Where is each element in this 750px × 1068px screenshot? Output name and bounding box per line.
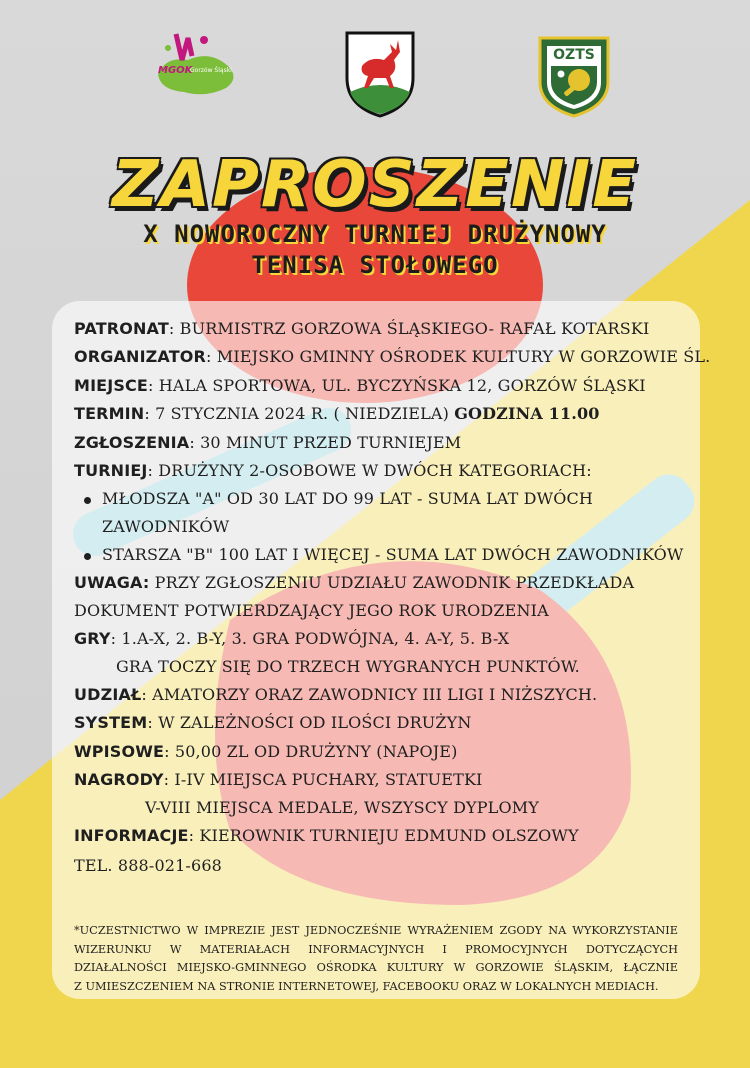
miejsce-value: : HALA SPORTOWA, UL. BYCZYŃSKA 12, GORZÓW ŚLĄSKI xyxy=(148,376,646,395)
mgok-logo xyxy=(148,26,248,98)
termin-value: : 7 STYCZNIA 2024 R. ( NIEDZIELA) xyxy=(144,404,455,423)
disclaimer-line-4: Z UMIESZCZENIEM NA STRONIE INTERNETOWEJ, FACEBOOKU ORAZ W LOKALNYCH MEDIACH. xyxy=(74,979,659,993)
ozts-logo-text: OZTS xyxy=(553,47,595,63)
turniej-label: TURNIEJ xyxy=(74,461,148,480)
turniej-row xyxy=(74,461,592,480)
category-a-line-2: ZAWODNIKÓW xyxy=(102,517,230,536)
mgok-logo-subtext: Gorzów Śląski xyxy=(190,67,232,74)
coat-of-arms-logo xyxy=(344,30,416,118)
patronat-value: : BURMISTRZ GORZOWA ŚLĄSKIEGO- RAFAŁ KOTARSKI xyxy=(168,319,650,338)
uwaga-value: PRZY ZGŁOSZENIU UDZIAŁU ZAWODNIK PRZEDKŁADA xyxy=(149,573,635,592)
coat-of-arms-deer-icon xyxy=(344,30,416,118)
category-b-line-1: STARSZA "B" 100 LAT I WIĘCEJ - SUMA LAT DWÓCH ZAWODNIKÓW xyxy=(102,545,684,564)
organizator-row xyxy=(74,347,710,366)
udzial-label: UDZIAŁ xyxy=(74,685,142,704)
termin-label: TERMIN xyxy=(74,404,145,423)
termin-time: GODZINA 11.00 xyxy=(454,404,600,423)
termin-row xyxy=(74,404,600,423)
informacje-value: : KIEROWNIK TURNIEJU EDMUND OLSZOWY xyxy=(188,826,579,845)
udzial-value: : AMATORZY ORAZ ZAWODNICY III LIGI I NIŻSZYCH. xyxy=(141,685,598,704)
page-title: ZAPROSZENIE xyxy=(112,148,638,222)
disclaimer-line-2: WIZERUNKU W MATERIAŁACH INFORMACYJNYCH I PROMOCYJNYCH DOTYCZĄCYCH xyxy=(74,942,678,956)
wpisowe-label: WPISOWE xyxy=(74,742,165,761)
uwaga-row xyxy=(74,573,634,592)
mgok-logo-text: MGOK xyxy=(158,65,193,76)
zgloszenia-value: : 30 MINUT PRZED TURNIEJEM xyxy=(189,433,462,452)
patronat-row xyxy=(74,319,649,338)
uwaga-label: UWAGA: xyxy=(74,573,150,592)
system-label: SYSTEM xyxy=(74,713,148,732)
ozts-logo xyxy=(537,36,611,118)
informacje-row xyxy=(74,826,579,845)
wpisowe-row xyxy=(74,742,458,761)
subtitle-line-2: TENISA STOŁOWEGO xyxy=(251,251,499,279)
gry-line-2: GRA TOCZY SIĘ DO TRZECH WYGRANYCH PUNKTÓW. xyxy=(116,657,580,676)
miejsce-row xyxy=(74,376,646,395)
bullet-icon xyxy=(84,497,91,504)
wpisowe-value: : 50,00 ZL OD DRUŻYNY (NAPOJE) xyxy=(164,742,458,761)
organizator-label: ORGANIZATOR xyxy=(74,347,207,366)
mgok-logo-icon xyxy=(148,26,248,98)
zgloszenia-row xyxy=(74,433,461,452)
phone-number: TEL. 888-021-668 xyxy=(74,856,222,875)
disclaimer xyxy=(74,922,678,996)
bullet-icon xyxy=(84,553,91,560)
zgloszenia-label: ZGŁOSZENIA xyxy=(74,433,190,452)
organizator-value: : MIEJSKO GMINNY OŚRODEK KULTURY W GORZOWIE ŚL. xyxy=(206,347,711,366)
disclaimer-line-1: *UCZESTNICTWO W IMPREZIE JEST JEDNOCZEŚNIE WYRAŻENIEM ZGODY NA WYKORZYSTANIE xyxy=(74,924,678,937)
gry-row xyxy=(74,629,509,648)
miejsce-label: MIEJSCE xyxy=(74,376,149,395)
category-a-line-1: MŁODSZA "A" OD 30 LAT DO 99 LAT - SUMA LAT DWÓCH xyxy=(102,489,593,508)
patronat-label: PATRONAT xyxy=(74,319,169,338)
turniej-value: : DRUŻYNY 2-OSOBOWE W DWÓCH KATEGORIACH: xyxy=(147,461,592,480)
informacje-label: INFORMACJE xyxy=(74,826,189,845)
nagrody-line-2: V-VIII MIEJSCA MEDALE, WSZYSCY DYPLOMY xyxy=(145,798,539,817)
udzial-row xyxy=(74,685,597,704)
uwaga-line-2: DOKUMENT POTWIERDZAJĄCY JEGO ROK URODZENIA xyxy=(74,601,549,620)
gry-value: : 1.A-X, 2. B-Y, 3. GRA PODWÓJNA, 4. A-Y, 5. B-X xyxy=(110,629,510,648)
subtitle-line-1: X NOWOROCZNY TURNIEJ DRUŻYNOWY xyxy=(143,220,607,248)
system-row xyxy=(74,713,472,732)
system-value: : W ZALEŻNOŚCI OD ILOŚCI DRUŻYN xyxy=(147,713,472,732)
nagrody-label: NAGRODY xyxy=(74,770,164,789)
gry-label: GRY xyxy=(74,629,111,648)
nagrody-row xyxy=(74,770,483,789)
nagrody-value: : I-IV MIEJSCA PUCHARY, STATUETKI xyxy=(163,770,483,789)
disclaimer-line-3: DZIAŁALNOŚCI MIEJSKO-GMINNEGO OŚRODKA KULTURY W GORZOWIE ŚLĄSKIM, ŁĄCZNIE xyxy=(74,961,678,975)
